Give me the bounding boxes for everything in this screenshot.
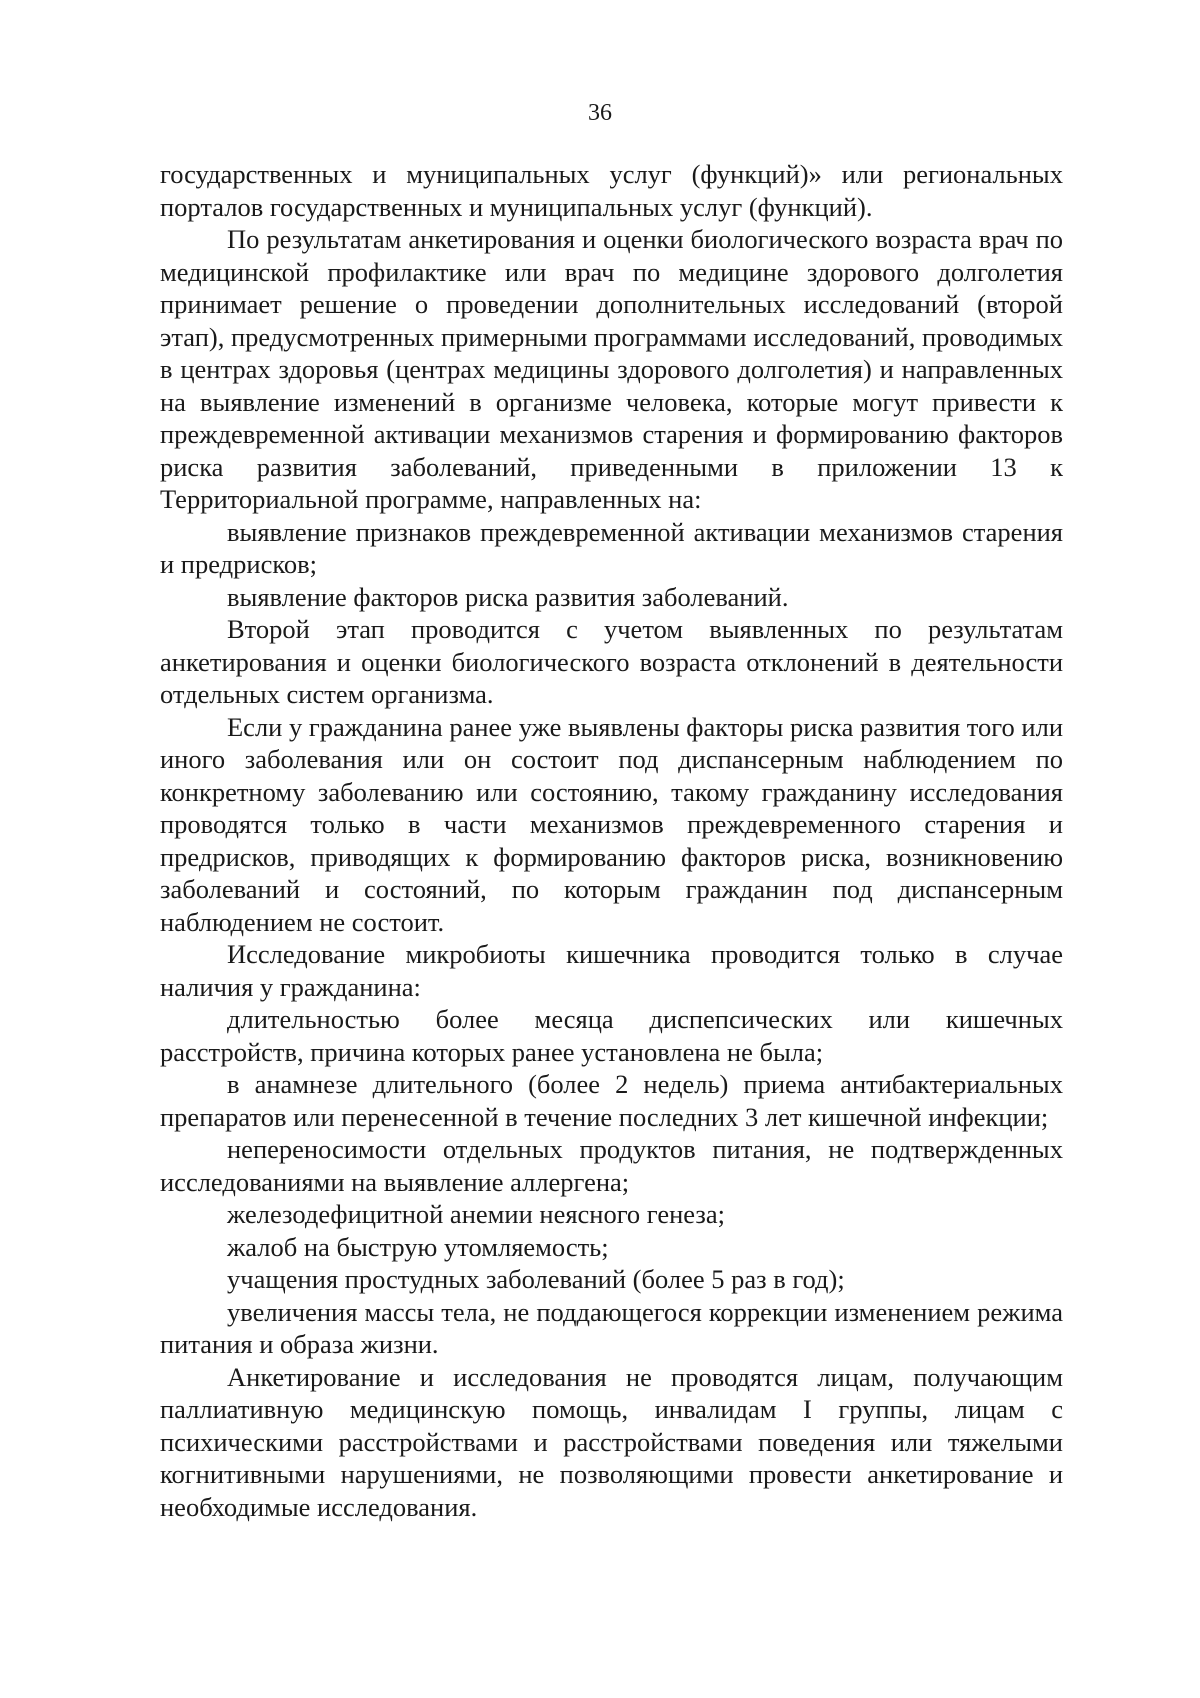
paragraph-microbiota-study: Исследование микробиоты кишечника проводится только в случае наличия у гражданина: — [160, 939, 1063, 1002]
list-item-antibacterial-history: в анамнезе длительного (более 2 недель) приема антибактериальных препаратов или перенесенной в течение последних 3 лет кишечной инфекции; — [160, 1069, 1063, 1132]
list-item-dyspeptic-disorders: длительностью более месяца диспепсических или кишечных расстройств, причина которых ранее установлена не была; — [160, 1004, 1063, 1067]
page-number: 36 — [588, 100, 612, 126]
list-item-frequent-colds: учащения простудных заболеваний (более 5 раз в год); — [227, 1264, 845, 1294]
paragraph-portals-continuation: государственных и муниципальных услуг (функций)» или региональных порталов государственных и муниципальных услуг (функций). — [160, 159, 1063, 222]
paragraph-exclusions: Анкетирование и исследования не проводятся лицам, получающим паллиативную медицинскую помощь, инвалидам I группы, лицам с психическими расстройствами и расстройствами поведения или тяжелыми когнитивными нарушениями, не позволяющими провести анкетирование и необходимые исследования. — [160, 1361, 1063, 1522]
paragraph-existing-risk-factors: Если у гражданина ранее уже выявлены факторы риска развития того или иного заболевания или он состоит под диспансерным наблюдением по конкретному заболеванию или состоянию, такому гражданину исследования проводятся только в части механизмов преждевременного старения и предрисков, приводящих к формированию факторов риска, возникновению заболеваний и состояний, по которым гражданин под диспансерным наблюдением не состоит. — [160, 711, 1063, 937]
list-item-food-intolerance: непереносимости отдельных продуктов питания, не подтвержденных исследованиями на выявление аллергена; — [160, 1134, 1063, 1197]
list-item-fatigue: жалоб на быструю утомляемость; — [227, 1231, 609, 1262]
document-body — [160, 158, 1063, 1523]
paragraph-second-stage-decision: По результатам анкетирования и оценки биологического возраста врач по медицинской профилактике или врач по медицине здорового долголетия принимает решение о проведении дополнительных исследований (второй этап), предусмотренных примерными программами исследований, проводимых в центрах здоровья (центрах медицины здорового долголетия) и направленных на выявление изменений в организме человека, которые могут привести к преждевременной активации механизмов старения и формированию факторов риска развития заболеваний, приведенными в приложении 13 к Территориальной программе, направленных на: — [160, 224, 1063, 514]
list-item-risk-factors: выявление факторов риска развития заболеваний. — [227, 581, 789, 612]
paragraph-second-stage-conducted: Второй этап проводится с учетом выявленных по результатам анкетирования и оценки биологического возраста отклонений в деятельности отдельных систем организма. — [160, 614, 1063, 709]
list-item-aging-signs: выявление признаков преждевременной активации механизмов старения и предрисков; — [160, 516, 1063, 579]
list-item-anemia: железодефицитной анемии неясного генеза; — [227, 1199, 725, 1229]
list-item-weight-gain: увеличения массы тела, не поддающегося коррекции изменением режима питания и образа жизни. — [160, 1296, 1063, 1359]
